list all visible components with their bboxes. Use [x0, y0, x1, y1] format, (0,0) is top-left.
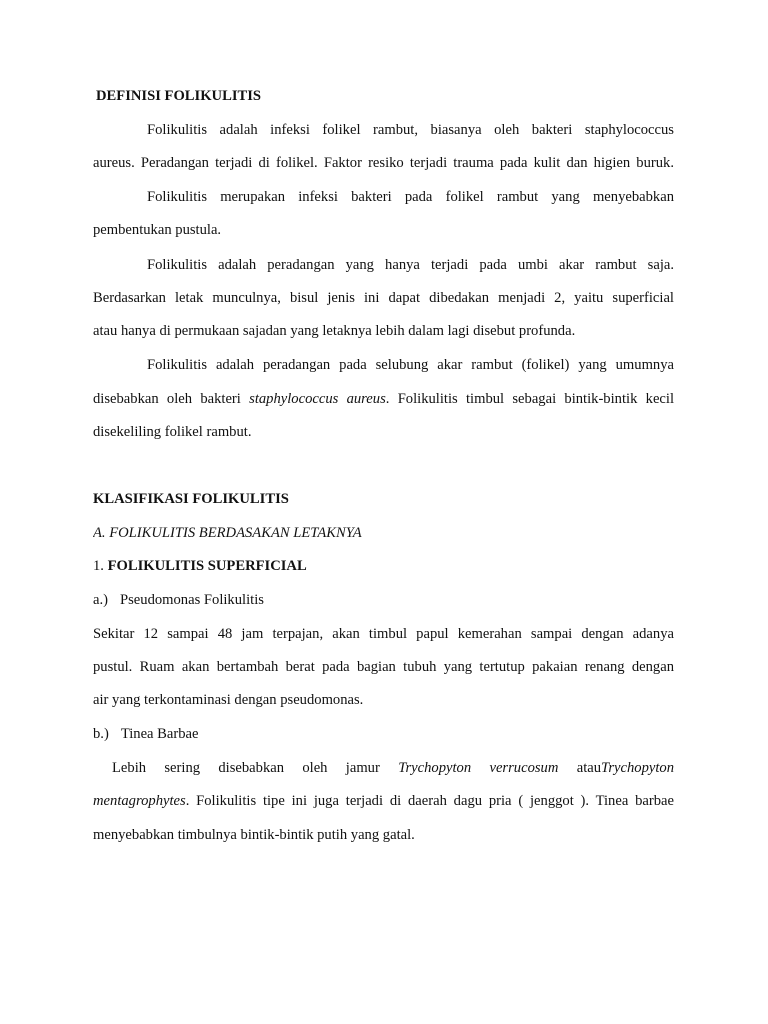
item-b-label: b.)	[93, 726, 109, 742]
item-a-line-1: Sekitar 12 sampai 48 jam terpajan, akan timbul papul kemerahan sampai dengan adanya	[93, 626, 674, 642]
item-b-species-genus: Trychopyton	[601, 760, 674, 776]
item-b-species-verrucosum: Trychopyton verrucosum	[398, 760, 559, 776]
paragraph-4-line-2-text-c: . Folikulitis timbul sebagai bintik-bintik kecil	[385, 391, 674, 407]
paragraph-4-species-name: staphylococcus aureus	[249, 391, 386, 407]
item-a-heading	[93, 590, 674, 610]
item-a-label: a.)	[93, 592, 108, 608]
paragraph-4-line-2	[93, 389, 674, 409]
heading-klasifikasi: KLASIFIKASI FOLIKULITIS	[93, 491, 289, 507]
item-a-line-2: pustul. Ruam akan bertambah berat pada bagian tubuh yang tertutup pakaian renang dengan	[93, 659, 674, 675]
paragraph-4-line-2-text-a: disebabkan oleh bakteri	[93, 391, 241, 407]
paragraph-1-line-1: Folikulitis adalah infeksi folikel rambut, biasanya oleh bakteri staphylococcus	[147, 122, 674, 138]
paragraph-3-line-1: Folikulitis adalah peradangan yang hanya terjadi pada umbi akar rambut saja.	[147, 257, 674, 273]
paragraph-4-line-3: disekeliling folikel rambut.	[93, 424, 252, 440]
heading-definisi-text: DEFINISI FOLIKULITIS	[96, 88, 262, 104]
paragraph-4-line-1: Folikulitis adalah peradangan pada selubung akar rambut (folikel) yang umumnya	[147, 357, 674, 373]
item-b-line-3: menyebabkan timbulnya bintik-bintik putih yang gatal.	[93, 827, 415, 843]
item-b-heading	[93, 724, 674, 744]
item-b-line-1-text-c: atau	[576, 760, 602, 776]
paragraph-3-line-3: atau hanya di permukaan sajadan yang letaknya lebih dalam lagi disebut profunda.	[93, 323, 576, 339]
item-b-line-2	[93, 791, 674, 811]
item-1-heading	[93, 556, 674, 576]
item-b-species-mentagrophytes: mentagrophytes	[93, 793, 186, 809]
item-a-line-3: air yang terkontaminasi dengan pseudomonas.	[93, 692, 364, 708]
item-b-line-2-text-b: . Folikulitis tipe ini juga terjadi di daerah dagu pria ( jenggot ). Tinea barbae	[185, 793, 674, 809]
heading-definisi	[96, 86, 677, 106]
paragraph-2-line-1: Folikulitis merupakan infeksi bakteri pada folikel rambut yang menyebabkan	[147, 189, 674, 205]
item-a-title: Pseudomonas Folikulitis	[120, 592, 264, 608]
paragraph-1-line-2: aureus. Peradangan terjadi di folikel. Faktor resiko terjadi trauma pada kulit dan higien buruk.	[93, 155, 674, 171]
item-b-line-1	[112, 758, 674, 778]
paragraph-3-line-2: Berdasarkan letak munculnya, bisul jenis ini dapat dibedakan menjadi 2, yaitu superficial	[93, 290, 674, 306]
item-1-title: FOLIKULITIS SUPERFICIAL	[107, 558, 307, 574]
item-b-line-1-text-a: Lebih sering disebabkan oleh jamur	[112, 760, 380, 776]
item-b-title: Tinea Barbae	[120, 726, 199, 742]
subheading-a: A. FOLIKULITIS BERDASAKAN LETAKNYA	[93, 525, 362, 541]
item-1-number: 1.	[93, 558, 104, 574]
paragraph-2-line-2: pembentukan pustula.	[93, 222, 222, 238]
